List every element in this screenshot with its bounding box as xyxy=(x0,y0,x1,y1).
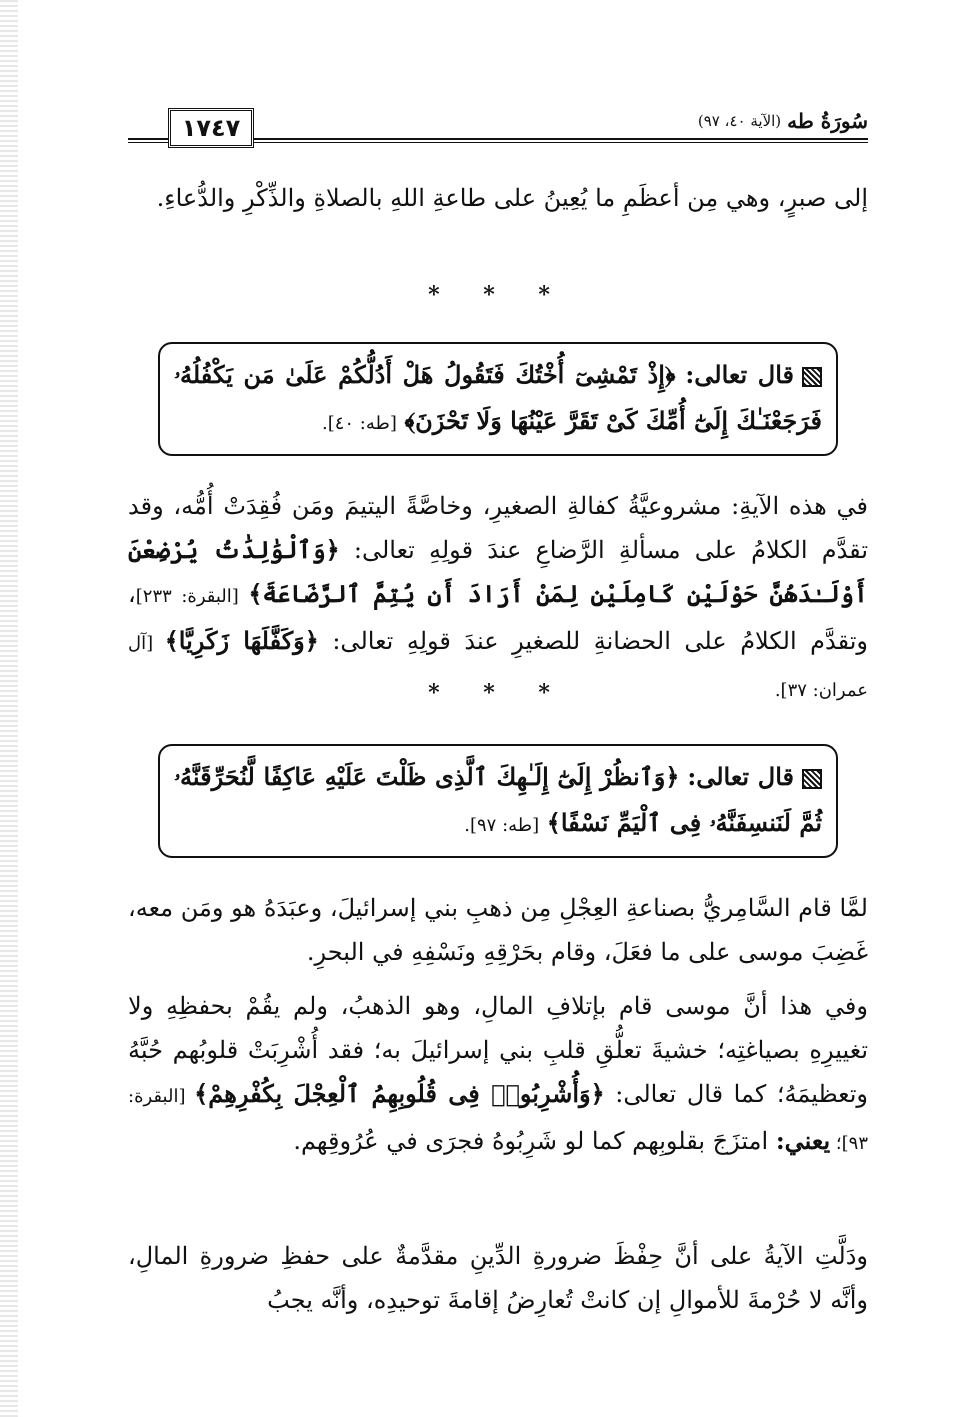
page-header xyxy=(128,104,868,150)
verse-box-taha-40 xyxy=(158,342,838,456)
quran-quote: ﴿وَٱلْوَٰلِدَٰتُ يُرْضِعْنَ أَوْلَـٰدَهُنَّ حَوْلَيْنِ كَامِلَيْنِ لِمَنْ أَرَادَ أَن يُتِمَّ ٱلرَّضَاعَةَ﴾ xyxy=(128,535,868,608)
quote-reference: [آل عمران: ٣٧]. xyxy=(128,633,868,701)
verse-lead: قال تعالى: xyxy=(685,360,794,389)
verse-reference: [طه: ٤٠]. xyxy=(321,413,397,434)
quran-quote: ﴿وَأُشْرِبُوا۟ فِى قُلُوبِهِمُ ٱلْعِجْلَ بِكُفْرِهِمْ﴾ xyxy=(194,1079,605,1108)
quote-reference: [البقرة: ٢٣٣] xyxy=(135,586,249,607)
intro-paragraph: إلى صبرٍ، وهي مِن أعظَمِ ما يُعِينُ على طاعةِ اللهِ بالصلاةِ والذِّكْرِ والدُّعاءِ. xyxy=(156,184,868,212)
paragraph-text: ، وتقدَّم الكلامُ على الحضانةِ للصغيرِ عندَ قولِهِ تعالى: xyxy=(128,580,868,655)
quran-text: ﴿وَٱنظُرْ إِلَىٰٓ إِلَـٰهِكَ ٱلَّذِى ظَلْتَ عَلَيْهِ عَاكِفًا لَّنُحَرِّقَنَّهُۥ ثُمَّ لَنَنسِفَنَّهُۥ فِى ٱلْيَمِّ نَسْفًا﴾ xyxy=(174,762,822,837)
commentary-paragraph-1 xyxy=(128,484,868,713)
paragraph-text: في هذه الآيةِ: مشروعيَّةُ كفالةِ الصغيرِ، وخاصَّةً اليتيمَ ومَن فُقِدَتْ أُمُّه، وقد تقدَّم الكلامُ على مسألةِ الرَّضاعِ عندَ قولِهِ تعالى: xyxy=(128,492,869,564)
page-number: ١٧٤٧ xyxy=(168,108,254,148)
commentary-paragraph-4: ودَلَّتِ الآيةُ على أنَّ حِفْظَ ضرورةِ الدِّينِ مقدَّمةٌ على حفظِ ضرورةِ المالِ، وأنَّه لا حُرْمةَ للأموالِ إن كانتْ تُعارِضُ إقامةَ توحيدِه، وأنَّه يجبُ xyxy=(128,1242,868,1314)
verse-marker-icon xyxy=(802,769,822,789)
commentary-paragraph-2: لمَّا قام السَّامِريُّ بصناعةِ العِجْلِ مِن ذهبِ بني إسرائيلَ، وعبَدَهُ هو ومَن معه، غَضِبَ موسى على ما فعَلَ، وقام بحَرْقِهِ ونَسْفِهِ في البحرِ. xyxy=(128,894,868,966)
paragraph-text: امتزَجَ بقلوبِهم كما لو شَرِبُوهُ فجرَى في عُرُوقِهم. xyxy=(293,1127,776,1155)
section-separator: * * * xyxy=(428,282,568,308)
quote-reference: [البقرة: ٩٣]؛ xyxy=(128,1086,868,1154)
paragraph-text: وفي هذا أنَّ موسى قام بإتلافِ المالِ، وهو الذهبُ، ولم يقُمْ بحفظِهِ ولا تغييرِهِ بصياغتِه؛ خشيةَ تعلُّقِ قلبِ بني إسرائيلَ به؛ فقد أُشْرِبَتْ قلوبُهم حُبَّهُ وتعظيمَهُ؛ كما قال تعالى: xyxy=(128,992,868,1108)
page-edge-shadow xyxy=(0,0,18,1417)
section-separator: * * * xyxy=(428,680,568,706)
emphasis-word: يعني: xyxy=(775,1126,831,1155)
surah-title xyxy=(690,104,868,138)
verse-marker-icon xyxy=(802,367,822,387)
verse-reference: [طه: ٩٧]. xyxy=(464,815,540,836)
quran-quote: ﴿وَكَفَّلَهَا زَكَرِيَّا﴾ xyxy=(164,626,319,655)
verse-range: (الآية ٤٠، ٩٧) xyxy=(697,112,782,130)
verse-lead: قال تعالى: xyxy=(687,762,794,791)
surah-name: سُورَةُ طه xyxy=(787,109,868,133)
verse-box-taha-97 xyxy=(158,744,838,858)
quran-text: ﴿إِذْ تَمْشِىٓ أُخْتُكَ فَتَقُولُ هَلْ أَدُلُّكُمْ عَلَىٰ مَن يَكْفُلُهُۥ فَرَجَعْنَـٰكَ إِلَىٰٓ أُمِّكَ كَىْ تَقَرَّ عَيْنُهَا وَلَا تَحْزَنَ﴾ xyxy=(174,360,822,435)
commentary-paragraph-3 xyxy=(128,984,868,1166)
